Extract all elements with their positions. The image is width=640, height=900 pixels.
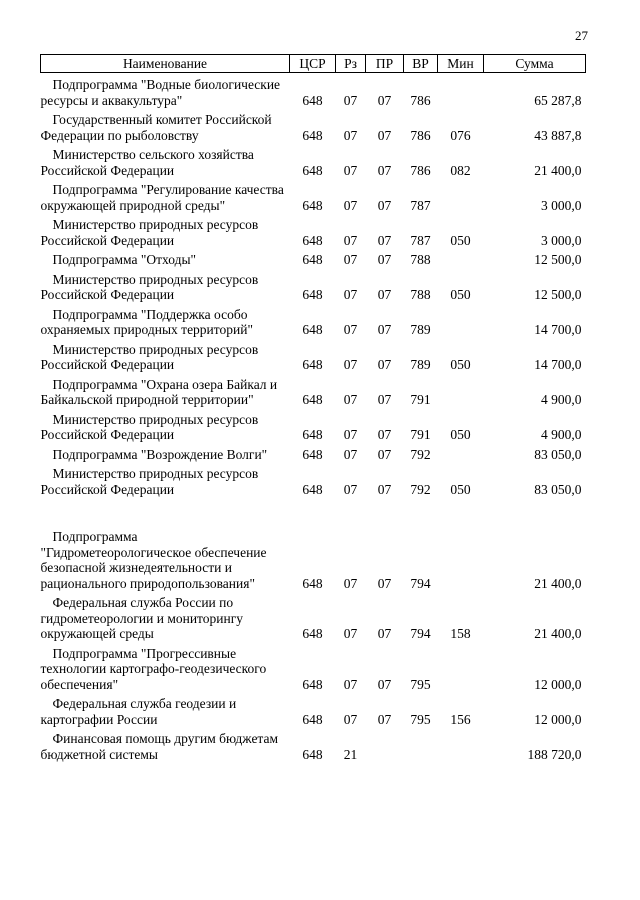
- cell-csr: 648: [302, 427, 323, 442]
- cell-vr: 788: [410, 287, 431, 302]
- cell-min: 050: [450, 287, 471, 302]
- cell-rz: 07: [343, 92, 358, 108]
- cell-min: [438, 178, 484, 213]
- cell-sum: 65 287,8: [534, 92, 582, 108]
- cell-csr: 648: [302, 711, 323, 727]
- cell-rz: 07: [343, 626, 358, 641]
- header-min: Мин: [438, 55, 484, 73]
- cell-rz: 07: [343, 162, 358, 178]
- table-body: [41, 73, 586, 763]
- budget-table: [40, 54, 586, 762]
- cell-vr: [404, 727, 438, 762]
- cell-pr: 07: [377, 357, 392, 372]
- cell-min: 158: [450, 626, 471, 641]
- cell-pr: 07: [377, 676, 392, 692]
- cell-rz: 07: [343, 427, 358, 442]
- cell-sum: 4 900,0: [541, 427, 582, 442]
- row-title: Федеральная служба геодезии и картографии России: [40, 696, 237, 727]
- cell-pr: [366, 727, 404, 762]
- cell-vr: 786: [410, 127, 431, 143]
- cell-pr: 07: [377, 446, 392, 462]
- header-pr: ПР: [366, 55, 404, 73]
- cell-vr: 788: [410, 252, 431, 267]
- cell-vr: 792: [410, 446, 431, 462]
- cell-rz: 07: [343, 446, 358, 462]
- cell-sum: 12 500,0: [534, 252, 582, 267]
- cell-vr: 787: [410, 232, 431, 248]
- table-row: [41, 73, 586, 109]
- table-row: [41, 727, 586, 762]
- cell-sum: 21 400,0: [534, 626, 582, 641]
- cell-min: 050: [450, 357, 471, 372]
- cell-name: [41, 143, 290, 178]
- cell-sum: 12 000,0: [534, 676, 582, 692]
- cell-vr: 787: [410, 197, 431, 213]
- cell-csr: 648: [302, 287, 323, 302]
- cell-rz: 07: [343, 322, 358, 337]
- cell-name: [41, 591, 290, 642]
- cell-rz: 07: [343, 287, 358, 302]
- cell-vr: 794: [410, 575, 431, 591]
- cell-pr: 07: [377, 197, 392, 213]
- row-title: Министерство природных ресурсов Российской Федерации: [40, 217, 259, 248]
- header-vr: ВР: [404, 55, 438, 73]
- cell-name: [41, 213, 290, 248]
- table-row: [41, 642, 586, 693]
- cell-name: [41, 178, 290, 213]
- cell-rz: 07: [343, 575, 358, 591]
- cell-min: 050: [450, 481, 471, 497]
- cell-rz: 07: [343, 127, 358, 143]
- table-row: [41, 591, 586, 642]
- cell-name: [41, 268, 290, 303]
- row-title: Финансовая помощь другим бюджетам бюджетной системы: [40, 731, 279, 762]
- cell-csr: 648: [302, 481, 323, 497]
- cell-sum: 12 000,0: [534, 711, 582, 727]
- cell-rz: 07: [343, 232, 358, 248]
- cell-sum: 21 400,0: [534, 162, 582, 178]
- row-title: Министерство природных ресурсов Российской Федерации: [40, 271, 259, 302]
- table-header: [41, 55, 586, 73]
- cell-name: [41, 338, 290, 373]
- cell-pr: 07: [377, 322, 392, 337]
- cell-name: [41, 108, 290, 143]
- table-row: [41, 692, 586, 727]
- cell-csr: 648: [302, 746, 323, 762]
- cell-sum: 12 500,0: [534, 287, 582, 302]
- cell-min: [438, 525, 484, 591]
- header-rz: Рз: [336, 55, 366, 73]
- cell-sum: 43 887,8: [534, 127, 582, 143]
- cell-min: 050: [450, 427, 471, 442]
- cell-pr: 07: [377, 392, 392, 407]
- cell-name: [41, 443, 290, 463]
- cell-pr: 07: [377, 711, 392, 727]
- cell-min: 156: [450, 711, 471, 727]
- cell-pr: 07: [377, 252, 392, 267]
- cell-pr: 07: [377, 427, 392, 442]
- row-title: Подпрограмма "Поддержка особо охраняемых природных территорий": [40, 306, 253, 337]
- cell-name: [41, 462, 290, 497]
- cell-vr: 786: [410, 92, 431, 108]
- cell-min: [438, 73, 484, 109]
- cell-vr: 791: [410, 392, 431, 407]
- row-title: Подпрограмма "Охрана озера Байкал и Байкальской природной территории": [40, 376, 278, 407]
- cell-csr: 648: [302, 197, 323, 213]
- cell-min: [438, 727, 484, 762]
- row-spacer: [41, 497, 586, 525]
- row-title: Федеральная служба России по гидрометеорологии и мониторингу окружающей среды: [40, 595, 244, 641]
- cell-csr: 648: [302, 446, 323, 462]
- cell-name: [41, 727, 290, 762]
- table-row: [41, 248, 586, 268]
- table-row: [41, 108, 586, 143]
- cell-pr: 07: [377, 481, 392, 497]
- cell-rz: 07: [343, 197, 358, 213]
- table-row: [41, 408, 586, 443]
- row-title: Подпрограмма "Прогрессивные технологии картографо-геодезического обеспечения": [40, 645, 267, 692]
- table-row: [41, 525, 586, 591]
- cell-min: [438, 373, 484, 408]
- row-title: Министерство природных ресурсов Российской Федерации: [40, 466, 259, 497]
- row-title: Государственный комитет Российской Федерации по рыболовству: [40, 112, 272, 143]
- row-title: Подпрограмма "Возрождение Волги": [52, 446, 268, 462]
- row-title: Подпрограмма "Гидрометеорологическое обеспечение безопасной жизнедеятельности и рационального природопользования": [40, 529, 267, 591]
- cell-pr: 07: [377, 626, 392, 641]
- cell-rz: 07: [343, 711, 358, 727]
- cell-name: [41, 73, 290, 109]
- cell-csr: 648: [302, 92, 323, 108]
- cell-sum: 14 700,0: [534, 322, 582, 337]
- table-row: [41, 143, 586, 178]
- cell-pr: 07: [377, 127, 392, 143]
- cell-sum: 4 900,0: [541, 392, 582, 407]
- cell-csr: 648: [302, 626, 323, 641]
- cell-csr: 648: [302, 322, 323, 337]
- cell-rz: 07: [343, 676, 358, 692]
- cell-rz: 07: [343, 481, 358, 497]
- table-row: [41, 338, 586, 373]
- cell-sum: 14 700,0: [534, 357, 582, 372]
- cell-vr: 789: [410, 322, 431, 337]
- cell-name: [41, 373, 290, 408]
- table-row: [41, 213, 586, 248]
- cell-min: [438, 642, 484, 693]
- cell-min: [438, 248, 484, 268]
- table-row: [41, 178, 586, 213]
- cell-vr: 789: [410, 357, 431, 372]
- cell-sum: 3 000,0: [541, 232, 582, 248]
- table-row: [41, 303, 586, 338]
- cell-vr: 786: [410, 162, 431, 178]
- cell-name: [41, 692, 290, 727]
- cell-name: [41, 303, 290, 338]
- table-row: [41, 268, 586, 303]
- cell-vr: 792: [410, 481, 431, 497]
- header-csr: ЦСР: [290, 55, 336, 73]
- cell-sum: 3 000,0: [541, 197, 582, 213]
- cell-csr: 648: [302, 676, 323, 692]
- table-row: [41, 373, 586, 408]
- row-title: Подпрограмма "Водные биологические ресурсы и аквакультура": [40, 77, 281, 108]
- cell-name: [41, 642, 290, 693]
- cell-rz: 07: [343, 357, 358, 372]
- cell-rz: 07: [343, 252, 358, 267]
- cell-vr: 794: [410, 626, 431, 641]
- cell-rz: 21: [343, 746, 358, 762]
- cell-csr: 648: [302, 162, 323, 178]
- cell-sum: 21 400,0: [534, 575, 582, 591]
- cell-pr: 07: [377, 287, 392, 302]
- header-sum: Сумма: [484, 55, 586, 73]
- header-name: Наименование: [41, 55, 290, 73]
- cell-min: 076: [450, 127, 471, 143]
- row-title: Подпрограмма "Отходы": [52, 252, 197, 267]
- cell-pr: 07: [377, 232, 392, 248]
- cell-vr: 791: [410, 427, 431, 442]
- table-row: [41, 462, 586, 497]
- cell-min: [438, 443, 484, 463]
- cell-sum: 188 720,0: [527, 746, 582, 762]
- table-row: [41, 443, 586, 463]
- cell-name: [41, 248, 290, 268]
- row-title: Министерство природных ресурсов Российской Федерации: [40, 341, 259, 372]
- cell-name: [41, 408, 290, 443]
- cell-min: [438, 303, 484, 338]
- cell-rz: 07: [343, 392, 358, 407]
- cell-csr: 648: [302, 252, 323, 267]
- cell-pr: 07: [377, 575, 392, 591]
- cell-sum: 83 050,0: [534, 481, 582, 497]
- page-number: 27: [575, 28, 588, 43]
- cell-sum: 83 050,0: [534, 446, 582, 462]
- cell-csr: 648: [302, 392, 323, 407]
- cell-csr: 648: [302, 357, 323, 372]
- row-spacer-cell: [41, 497, 586, 525]
- cell-name: [41, 525, 290, 591]
- row-title: Министерство природных ресурсов Российской Федерации: [40, 411, 259, 442]
- cell-vr: 795: [410, 676, 431, 692]
- cell-min: 050: [450, 232, 471, 248]
- cell-min: 082: [450, 162, 471, 178]
- row-title: Министерство сельского хозяйства Российской Федерации: [40, 147, 254, 178]
- cell-csr: 648: [302, 232, 323, 248]
- cell-vr: 795: [410, 711, 431, 727]
- cell-csr: 648: [302, 127, 323, 143]
- cell-pr: 07: [377, 162, 392, 178]
- cell-pr: 07: [377, 92, 392, 108]
- cell-csr: 648: [302, 575, 323, 591]
- row-title: Подпрограмма "Регулирование качества окружающей природной среды": [40, 182, 284, 213]
